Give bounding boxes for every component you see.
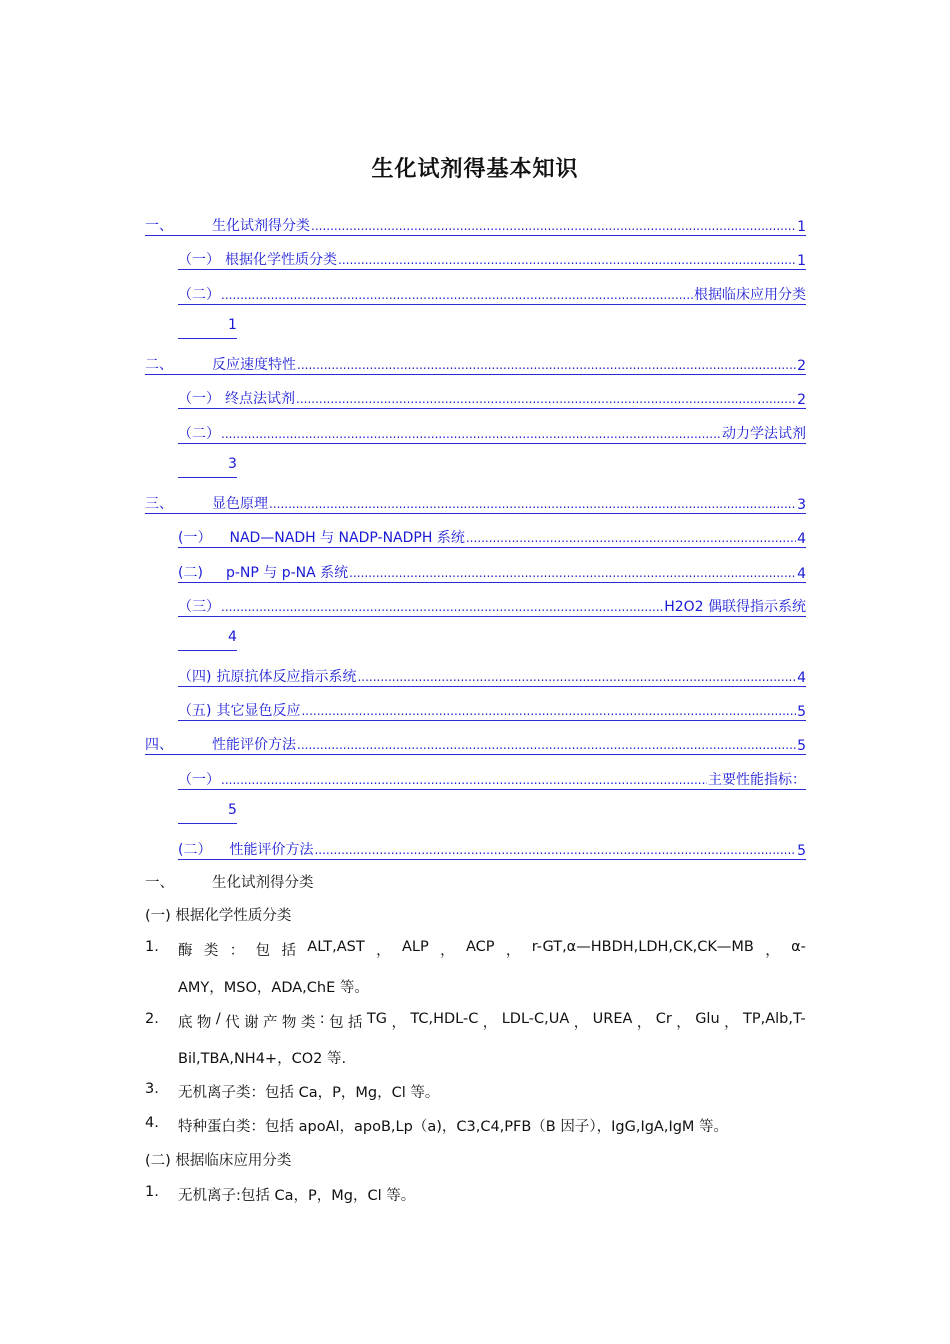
toc-entry-2[interactable] — [145, 351, 806, 375]
toc-entry-number: （二） — [178, 426, 220, 442]
toc-leader — [349, 564, 796, 582]
toc-page-number: 4 — [178, 629, 237, 651]
toc-page-number: 5 — [797, 843, 806, 859]
list-item-line: 无机离子:包括 Ca，P，Mg，Cl 等。 — [178, 1188, 416, 1204]
list-item-line: 无机离子类：包括 Ca，P，Mg，Cl 等。 — [178, 1085, 440, 1101]
toc-entry-2-2-page[interactable] — [178, 456, 258, 480]
toc-page-number: 1 — [797, 253, 806, 269]
toc-entry-2-2[interactable] — [178, 420, 806, 444]
toc-entry-2-1[interactable] — [178, 385, 806, 409]
list-item-line: Bil,TBA,NH4+，CO2 等. — [178, 1051, 347, 1067]
toc-entry-3-4[interactable] — [178, 663, 806, 687]
document-title: 生化试剂得基本知识 — [371, 157, 579, 182]
toc-entry-text: 显色原理 — [212, 496, 268, 512]
toc-entry-text: 性能评价方法 — [212, 737, 296, 753]
toc-page-number: 1 — [178, 317, 237, 339]
toc-page-number: 4 — [797, 531, 806, 547]
toc-entry-3[interactable] — [145, 490, 806, 514]
toc-entry-number: （五) — [178, 703, 212, 719]
section-heading-number: 一、 — [145, 875, 174, 891]
list-item-number: 4. — [145, 1115, 159, 1131]
toc-leader — [296, 390, 796, 408]
toc-entry-number: (一） — [178, 530, 212, 546]
toc-entry-text: 反应速度特性 — [212, 357, 296, 373]
toc-entry-number: 一、 — [145, 218, 173, 234]
toc-entry-number: （三） — [178, 599, 220, 615]
toc-page-number: 5 — [797, 704, 806, 720]
toc-page-number: 5 — [178, 802, 237, 824]
toc-page-number: 2 — [797, 358, 806, 374]
toc-entry-3-2[interactable] — [178, 559, 806, 583]
toc-entry-1-2-page[interactable] — [178, 317, 258, 341]
subsection-heading: (二) 根据临床应用分类 — [145, 1153, 292, 1169]
toc-page-number: 3 — [797, 497, 806, 513]
toc-leader — [297, 356, 796, 374]
toc-page-number: 4 — [797, 566, 806, 582]
toc-page-number: 2 — [797, 392, 806, 408]
toc-entry-number: (二) — [178, 565, 203, 581]
toc-page-number: 4 — [797, 670, 806, 686]
toc-entry-number: 三、 — [145, 496, 173, 512]
toc-leader — [269, 495, 796, 513]
toc-entry-number: （四) — [178, 669, 212, 685]
list-item-number: 2. — [145, 1011, 159, 1027]
subsection-heading: (一) 根据化学性质分类 — [145, 908, 292, 924]
toc-entry-text: 终点法试剂 — [225, 391, 295, 407]
toc-entry-3-1[interactable] — [178, 524, 806, 548]
list-item-line: 特种蛋白类：包括 apoAl，apoB,Lp（a)，C3,C4,PFB（B 因子），IgG,IgA,IgM 等。 — [178, 1119, 729, 1135]
toc-entry-text: 根据临床应用分类 — [694, 287, 806, 303]
toc-entry-1-2[interactable] — [178, 281, 806, 305]
toc-entry-text: H2O2 偶联得指示系统 — [664, 599, 806, 615]
toc-leader — [297, 736, 796, 754]
list-item-line: 底 物 / 代 谢 产 物 类 : 包 括 TG ， TC,HDL-C ， LDL-C,UA ， UREA ， Cr ， Glu ， TP,Alb,T- — [178, 1011, 806, 1031]
toc-leader — [466, 529, 796, 547]
toc-page-number: 1 — [797, 219, 806, 235]
toc-leader — [357, 668, 796, 686]
list-item-line: 酶 类 ： 包 括 ALT,AST ， ALP ， ACP ， r-GT,α—HBDH,LDH,CK,CK—MB ， α- — [178, 939, 806, 959]
toc-entry-4-1-page[interactable] — [178, 802, 258, 826]
toc-leader — [311, 217, 796, 235]
toc-page-number: 3 — [178, 456, 237, 478]
toc-entry-3-3[interactable] — [178, 593, 806, 617]
toc-entry-number: （一） — [178, 772, 220, 788]
toc-entry-text: 生化试剂得分类 — [212, 218, 310, 234]
toc-entry-1[interactable] — [145, 212, 806, 236]
toc-entry-number: （二） — [178, 287, 220, 303]
toc-entry-text: 其它显色反应 — [216, 703, 301, 719]
list-item-number: 1. — [145, 939, 159, 955]
toc-entry-4[interactable] — [145, 731, 806, 755]
toc-leader — [338, 251, 796, 269]
toc-entry-number: 四、 — [145, 737, 173, 753]
section-heading: 生化试剂得分类 — [212, 875, 314, 891]
toc-entry-text: p-NP 与 p-NA 系统 — [225, 565, 349, 581]
toc-entry-text: 抗原抗体反应指示系统 — [216, 669, 357, 685]
list-item-number: 3. — [145, 1081, 159, 1097]
toc-entry-1-1[interactable] — [178, 246, 806, 270]
toc-entry-text: 根据化学性质分类 — [225, 252, 337, 268]
toc-entry-3-3-page[interactable] — [178, 629, 258, 653]
toc-entry-number: （一） — [178, 252, 220, 268]
toc-leader — [221, 598, 663, 616]
toc-leader — [314, 841, 796, 859]
toc-entry-text: NAD—NADH 与 NADP-NADPH 系统 — [229, 530, 465, 546]
list-item-number: 1. — [145, 1184, 159, 1200]
toc-entry-4-2[interactable] — [178, 836, 806, 860]
toc-leader — [221, 425, 721, 443]
toc-entry-text: 动力学法试剂 — [722, 426, 806, 442]
toc-leader — [221, 286, 693, 304]
toc-entry-3-5[interactable] — [178, 697, 806, 721]
list-item-line: AMY，MSO，ADA,ChE 等。 — [178, 980, 369, 996]
toc-entry-number: (二） — [178, 842, 212, 858]
toc-leader — [301, 702, 796, 720]
toc-entry-text: 性能评价方法 — [229, 842, 314, 858]
toc-entry-text: 主要性能指标： — [708, 772, 806, 788]
toc-leader — [221, 771, 707, 789]
toc-entry-number: 二、 — [145, 357, 173, 373]
toc-page-number: 5 — [797, 738, 806, 754]
toc-entry-number: （一） — [178, 391, 220, 407]
toc-entry-4-1[interactable] — [178, 766, 806, 790]
